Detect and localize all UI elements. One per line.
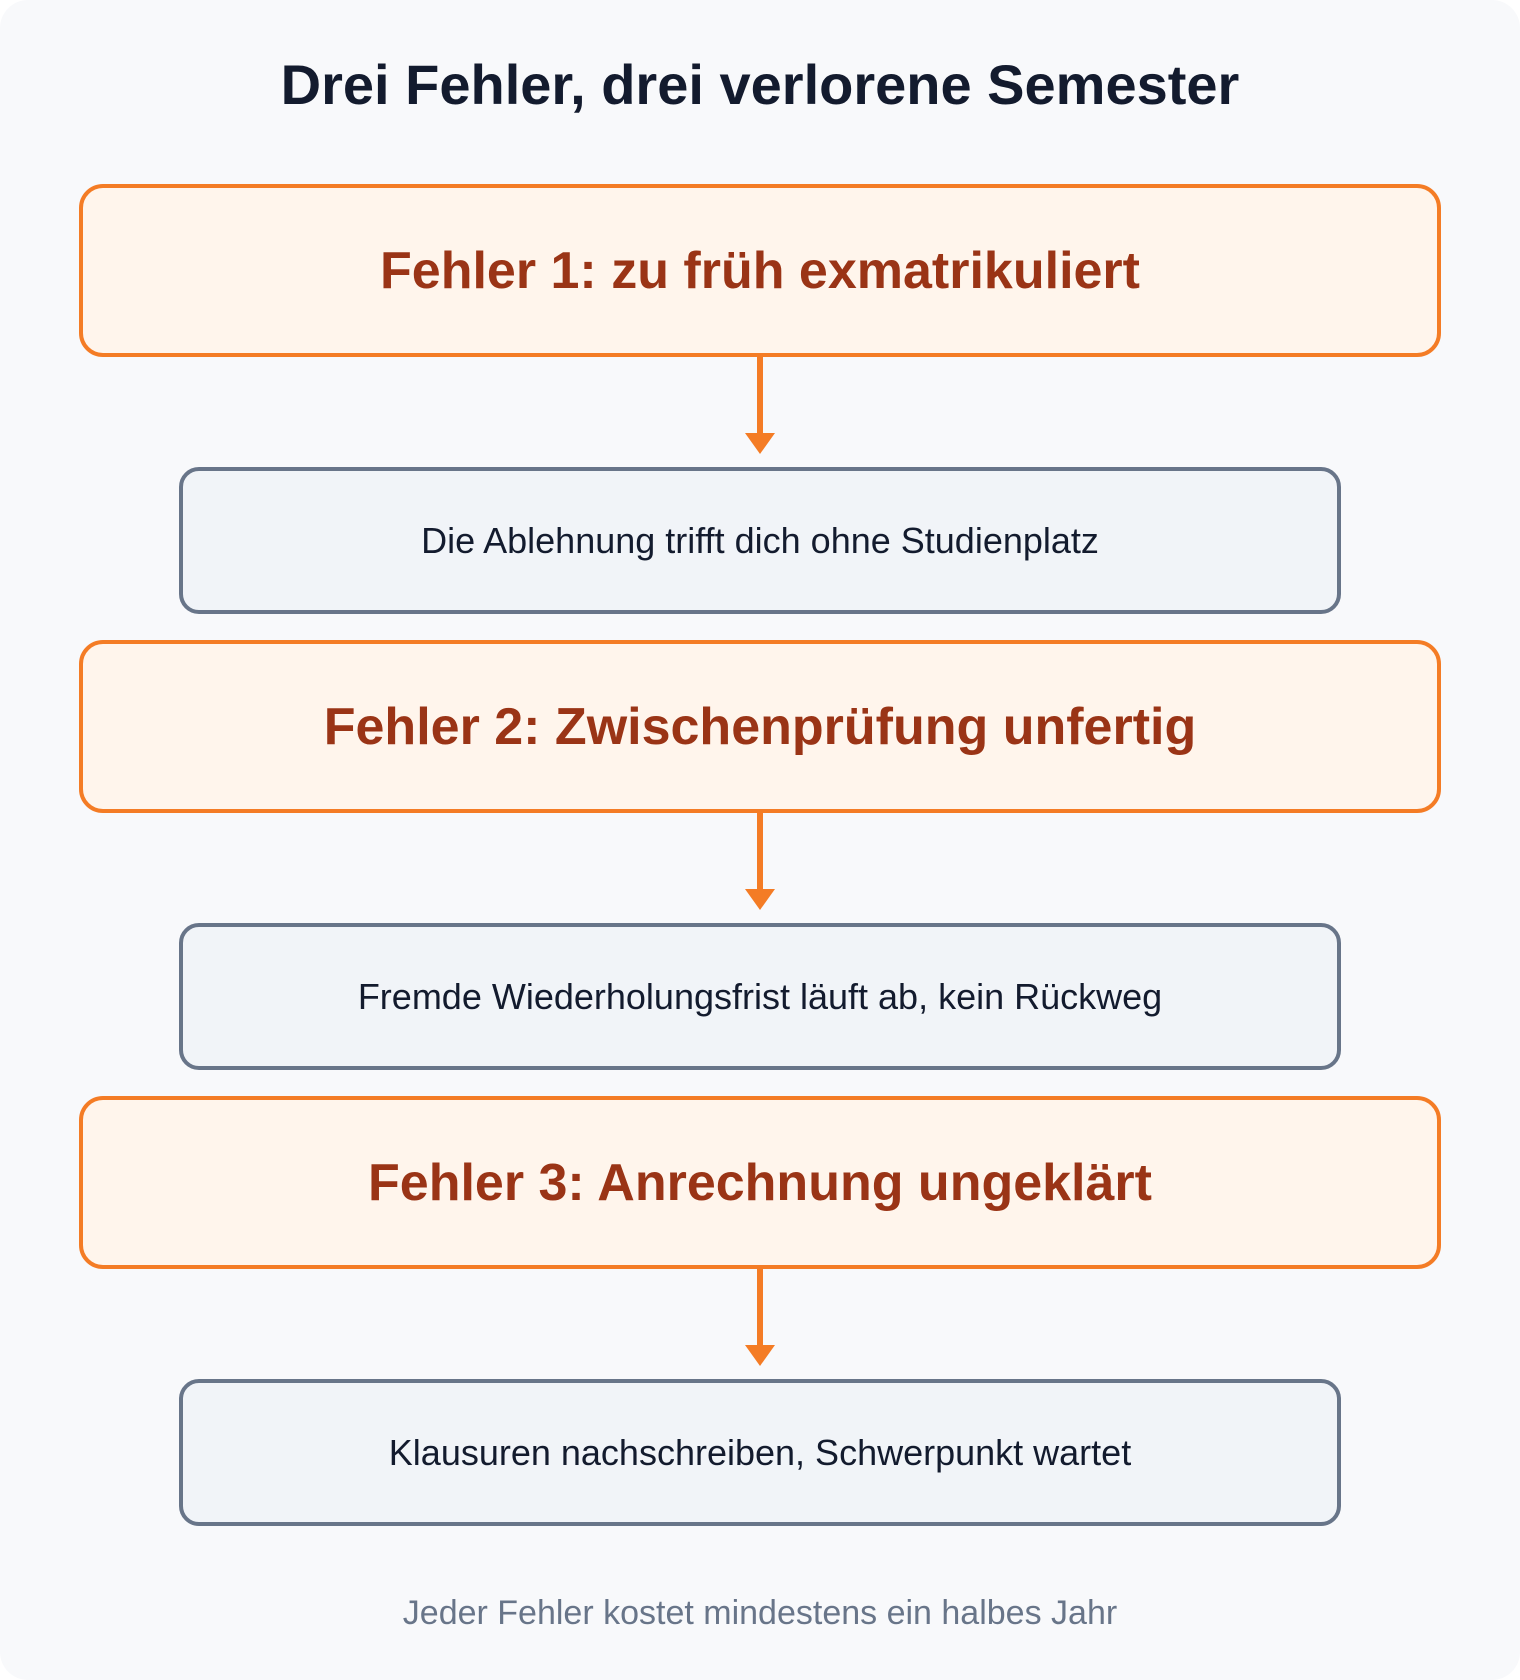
consequence-box-1 — [179, 467, 1341, 614]
error-box-1 — [79, 184, 1441, 357]
error-box-2 — [79, 640, 1441, 813]
arrow-head — [745, 433, 775, 454]
consequence-label-3: Klausuren nachschreiben, Schwerpunkt wartet — [388, 1431, 1132, 1473]
arrow-shaft — [757, 813, 763, 891]
consequence-label-1: Die Ablehnung trifft dich ohne Studienplatz — [421, 519, 1099, 561]
consequence-box-3 — [179, 1379, 1341, 1526]
arrow-down-icon — [745, 1269, 775, 1366]
error-box-3 — [79, 1096, 1441, 1269]
consequence-label-2: Fremde Wiederholungsfrist läuft ab, kein Rückweg — [357, 975, 1163, 1017]
consequence-box-2 — [179, 923, 1341, 1070]
error-label-2: Fehler 2: Zwischenprüfung unfertig — [323, 697, 1197, 756]
diagram-title: Drei Fehler, drei verlorene Semester — [280, 53, 1240, 116]
arrow-down-icon — [745, 357, 775, 454]
error-label-3: Fehler 3: Anrechnung ungeklärt — [368, 1153, 1152, 1212]
arrow-shaft — [757, 357, 763, 435]
arrow-head — [745, 1345, 775, 1366]
arrow-shaft — [757, 1269, 763, 1347]
arrow-head — [745, 889, 775, 910]
arrow-down-icon — [745, 813, 775, 910]
error-label-1: Fehler 1: zu früh exmatrikuliert — [380, 241, 1140, 300]
footer-note: Jeder Fehler kostet mindestens ein halbes Jahr — [402, 1594, 1118, 1632]
